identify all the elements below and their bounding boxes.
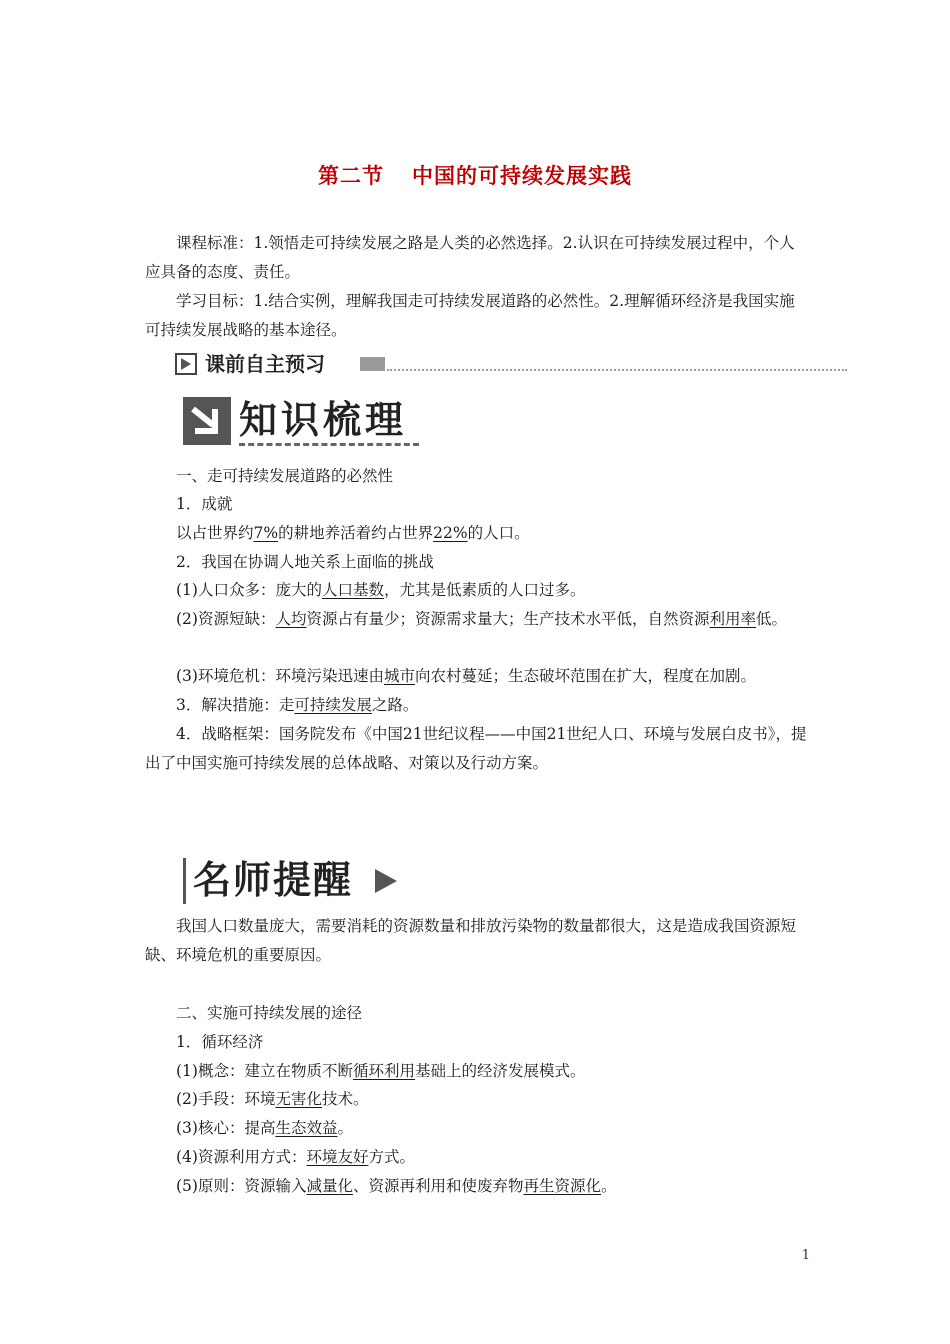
text: (5)原则：资源输入 bbox=[176, 1177, 307, 1195]
reminder-heading-text: 名师提醒 bbox=[193, 858, 354, 902]
text: (4)资源利用方式： bbox=[176, 1148, 307, 1166]
s1-p2 bbox=[145, 605, 809, 634]
arrow-corner-icon bbox=[183, 397, 231, 445]
text: 以占世界约 bbox=[176, 524, 254, 542]
text: 之路。 bbox=[371, 696, 419, 714]
text: 向农村蔓延；生态破坏范围在扩大，程度在加剧。 bbox=[414, 667, 756, 685]
text: (2)资源短缺： bbox=[176, 610, 276, 628]
s2-item1-heading: 1．循环经济 bbox=[176, 1033, 264, 1051]
blank-answer: 22% bbox=[433, 524, 468, 542]
blank-answer: 利用率 bbox=[709, 610, 757, 628]
arrow-box-icon bbox=[175, 353, 197, 375]
learning-objectives bbox=[145, 287, 809, 344]
blank-answer: 无害化 bbox=[275, 1090, 322, 1108]
s1-item1 bbox=[145, 519, 840, 548]
s2-p3 bbox=[145, 1114, 840, 1143]
text: (1)人口众多：庞大的 bbox=[176, 581, 322, 599]
blank-answer: 城市 bbox=[383, 667, 415, 685]
blank-answer: 环境友好 bbox=[306, 1148, 369, 1166]
blank-answer: 人口基数 bbox=[321, 581, 384, 599]
blank-answer: 再生资源化 bbox=[523, 1177, 602, 1195]
s1-item3 bbox=[145, 691, 840, 720]
blank-answer: 循环利用 bbox=[352, 1062, 415, 1080]
text: 基础上的经济发展模式。 bbox=[414, 1062, 586, 1080]
reminder-heading bbox=[183, 856, 413, 906]
objectives-text: 1.结合实例，理解我国走可持续发展道路的必然性。2.理解循环经济是我国实施可持续发展战略的基本途径。 bbox=[145, 292, 795, 339]
play-arrow-icon bbox=[373, 868, 399, 894]
s1-item1-heading: 1．成就 bbox=[176, 495, 233, 513]
text: 的人口。 bbox=[467, 524, 530, 542]
page-number: 1 bbox=[801, 1248, 810, 1263]
blank-answer: 人均 bbox=[275, 610, 307, 628]
title-main: 中国的可持续发展实践 bbox=[412, 164, 632, 188]
text: 技术。 bbox=[321, 1090, 369, 1108]
text: 方式。 bbox=[368, 1148, 415, 1166]
standards-label: 课程标准： bbox=[176, 234, 254, 252]
standards-text: 1.领悟走可持续发展之路是人类的必然选择。2.认识在可持续发展过程中，个人应具备的态度、责任。 bbox=[145, 234, 795, 281]
text: (1)概念：建立在物质不断 bbox=[176, 1062, 353, 1080]
text: 。 bbox=[601, 1177, 617, 1195]
banner-label: 课前自主预习 bbox=[205, 352, 325, 376]
section1-heading: 一、走可持续发展道路的必然性 bbox=[176, 467, 394, 485]
text: (2)手段：环境 bbox=[176, 1090, 276, 1108]
heading-dashed-line bbox=[239, 443, 419, 446]
s2-p1 bbox=[145, 1057, 840, 1086]
text: (3)核心：提高 bbox=[176, 1119, 276, 1137]
text: 低。 bbox=[756, 610, 788, 628]
text: 资源占有量少；资源需求量大；生产技术水平低，自然资源 bbox=[306, 610, 710, 628]
section-banner bbox=[175, 350, 847, 380]
section2-heading: 二、实施可持续发展的途径 bbox=[176, 1004, 363, 1022]
title-section: 第二节 bbox=[318, 164, 384, 188]
page-title bbox=[0, 160, 950, 190]
text: 。 bbox=[337, 1119, 353, 1137]
course-standards bbox=[145, 229, 809, 286]
s2-p5 bbox=[145, 1172, 840, 1201]
text: 的耕地养活着约占世界 bbox=[278, 524, 434, 542]
text: 3．解决措施：走 bbox=[176, 696, 295, 714]
heading-bar bbox=[183, 858, 186, 904]
objectives-label: 学习目标： bbox=[176, 292, 254, 310]
s1-p3 bbox=[145, 662, 840, 691]
banner-dotted-line bbox=[387, 369, 847, 371]
s1-p1 bbox=[145, 576, 840, 605]
s1-item2-heading: 2．我国在协调人地关系上面临的挑战 bbox=[176, 553, 434, 571]
s1-item4: 4．战略框架：国务院发布《中国21世纪议程——中国21世纪人口、环境与发展白皮书》，提出了中国实施可持续发展的总体战略、对策以及行动方案。 bbox=[145, 725, 807, 772]
blank-answer: 可持续发展 bbox=[294, 696, 372, 714]
knowledge-heading bbox=[183, 397, 423, 449]
s2-p4 bbox=[145, 1143, 840, 1172]
knowledge-heading-text: 知识梳理 bbox=[239, 398, 408, 442]
s2-p2 bbox=[145, 1085, 840, 1114]
banner-grey-block bbox=[360, 357, 385, 371]
text: (3)环境危机：环境污染迅速由 bbox=[176, 667, 384, 685]
text: ，尤其是低素质的人口过多。 bbox=[383, 581, 586, 599]
reminder-text: 我国人口数量庞大，需要消耗的资源数量和排放污染物的数量都很大，这是造成我国资源短缺、环境危机的重要原因。 bbox=[145, 917, 797, 964]
text: 、资源再利用和使废弃物 bbox=[352, 1177, 524, 1195]
blank-answer: 7% bbox=[253, 524, 279, 542]
blank-answer: 减量化 bbox=[306, 1177, 353, 1195]
blank-answer: 生态效益 bbox=[275, 1119, 338, 1137]
